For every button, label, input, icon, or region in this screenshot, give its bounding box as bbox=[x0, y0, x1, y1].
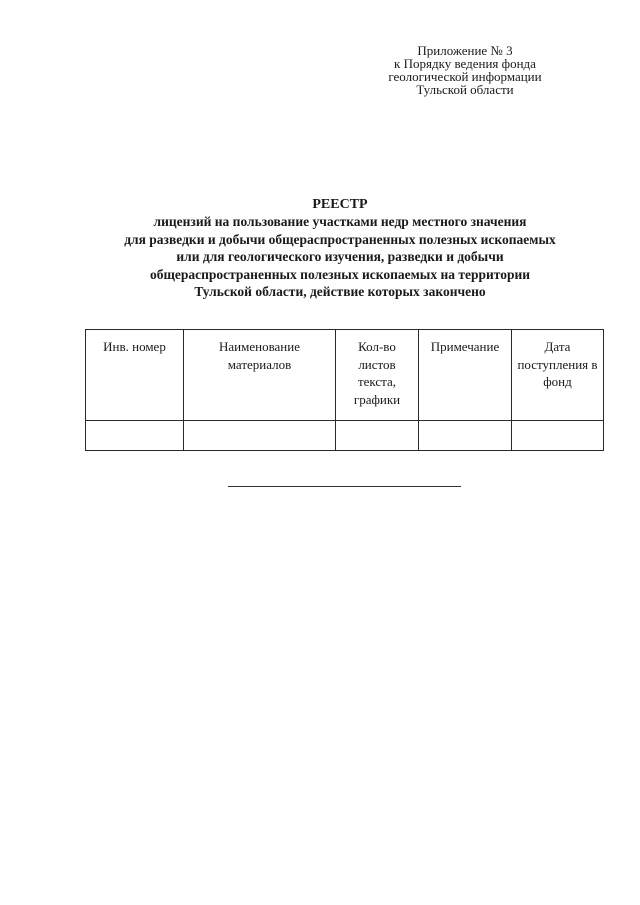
appendix-line: к Порядку ведения фонда bbox=[394, 56, 536, 71]
header-text: Примечание bbox=[430, 339, 500, 354]
table-row bbox=[86, 421, 604, 451]
header-text: Инв. номер bbox=[103, 339, 166, 354]
bottom-divider bbox=[228, 486, 461, 487]
column-header-note bbox=[419, 330, 512, 421]
header-text: Наименование материалов bbox=[219, 339, 300, 372]
appendix-note bbox=[360, 44, 570, 96]
table-cell bbox=[336, 421, 419, 451]
table-cell bbox=[184, 421, 336, 451]
appendix-line: Тульской области bbox=[416, 82, 514, 97]
column-header-inv-number bbox=[86, 330, 184, 421]
title-line: для разведки и добычи общераспространенных полезных ископаемых bbox=[124, 231, 556, 247]
title-main: РЕЕСТР bbox=[312, 197, 368, 212]
table-header-row bbox=[86, 330, 604, 421]
registry-table bbox=[85, 329, 604, 451]
document-title bbox=[60, 196, 620, 301]
title-line: общераспространенных полезных ископаемых на территории bbox=[149, 266, 531, 282]
title-line: или для геологического изучения, разведки и добычи bbox=[176, 249, 504, 264]
title-line: лицензий на пользование участками недр местного значения bbox=[153, 214, 527, 229]
header-text: Кол-во листов текста, графики bbox=[353, 339, 401, 407]
column-header-material-name bbox=[184, 330, 336, 421]
title-line: Тульской области, действие которых закончено bbox=[194, 284, 486, 299]
table-cell bbox=[419, 421, 512, 451]
table-cell bbox=[86, 421, 184, 451]
appendix-line: Приложение № 3 bbox=[417, 43, 513, 58]
table-cell bbox=[512, 421, 604, 451]
column-header-receipt-date bbox=[512, 330, 604, 421]
header-text: Дата поступления в фонд bbox=[517, 339, 598, 389]
column-header-sheet-count bbox=[336, 330, 419, 421]
appendix-line: геологической информации bbox=[388, 69, 542, 84]
